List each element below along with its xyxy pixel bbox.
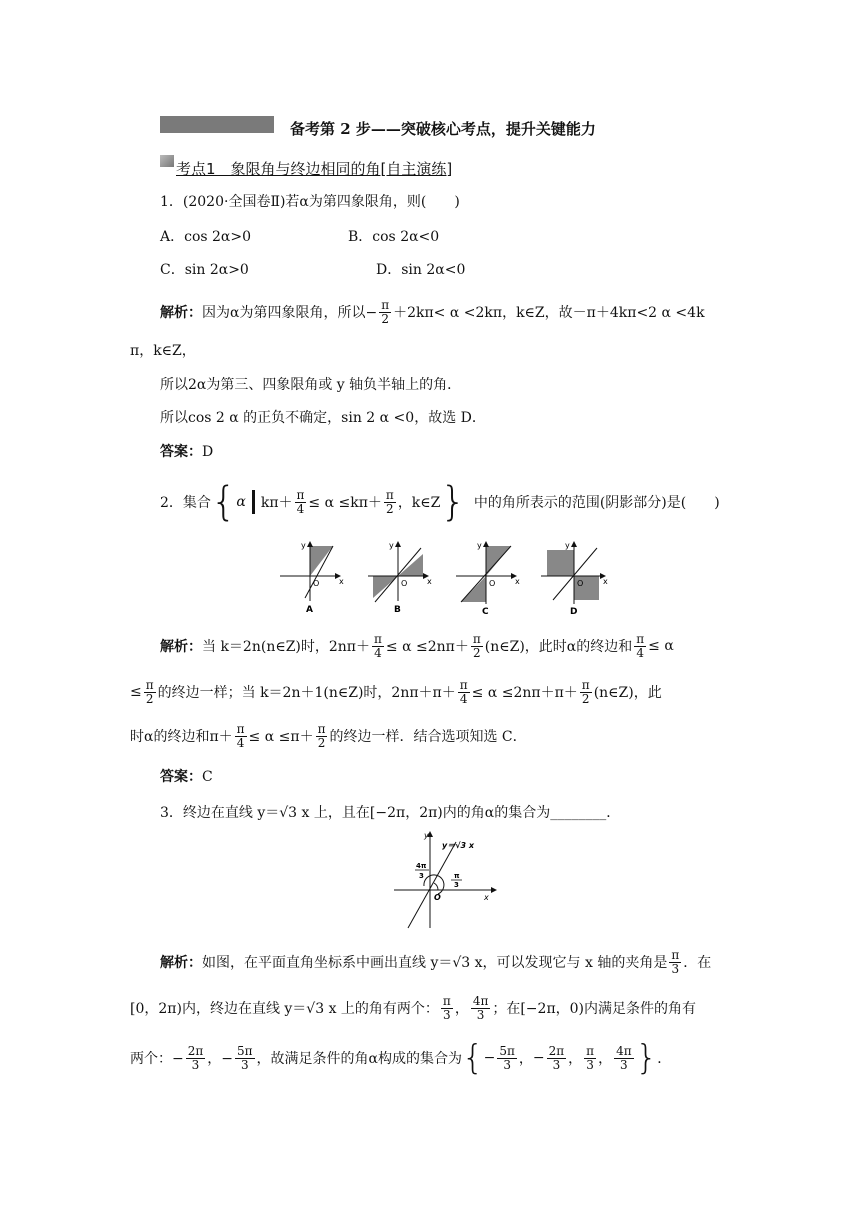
q1-solution-line3: 所以2α为第三、四象限角或 y 轴负半轴上的角． [160, 377, 462, 393]
fraction: $\frac{\pi}{2}$ [581, 677, 590, 706]
answer-label: 答案： [160, 444, 202, 460]
fraction: $\frac{5\pi}{3}$ [499, 1043, 515, 1072]
solution-label: 解析： [160, 955, 202, 971]
svg-text:D: D [570, 607, 578, 616]
svg-text:3: 3 [419, 872, 424, 880]
section-marker [160, 155, 174, 167]
svg-text:O: O [489, 579, 496, 588]
page-title: 备考第 2 步——突破核心考点，提升关键能力 [290, 120, 596, 138]
answer-value: D [202, 444, 214, 460]
q1-stem: 1．(2020·全国卷Ⅱ)若α为第四象限角，则( ) [160, 194, 460, 210]
svg-text:x: x [339, 577, 344, 586]
svg-text:O: O [577, 579, 584, 588]
fraction: $\frac{4\pi}{3}$ [616, 1043, 632, 1072]
solution-label: 解析： [160, 305, 202, 321]
fraction: $\frac{\pi}{4}$ [636, 631, 645, 660]
q1-option-a: A．cos 2α>0 [160, 229, 252, 245]
q2-solution-line1: 解析： 当 k＝2n(n∈Z)时，2nπ＋ $\frac{\pi}{4}$ ≤ α ≤2nπ＋ $\frac{\pi}{2}$ (n∈Z)，此时α的终边和 $\frac{\pi}{4}$ ≤ α [160, 631, 674, 660]
fraction: $\frac{5\pi}{3}$ [237, 1043, 253, 1072]
fraction: $\frac{\pi}{4}$ [459, 677, 468, 706]
q1-sol-text: 因为α为第四象限角，所以− [202, 305, 378, 321]
q3-stem: 3．终边在直线 y＝√3 x 上，且在[−2π，2π)内的角α的集合为________． [160, 805, 621, 821]
svg-text:y: y [389, 541, 394, 550]
svg-text:y: y [565, 541, 570, 550]
q1-solution-line2: π，k∈Z， [130, 343, 196, 359]
svg-text:y＝√3 x: y＝√3 x [442, 841, 475, 850]
fraction: $\frac{2\pi}{3}$ [187, 1043, 204, 1072]
svg-text:y: y [477, 541, 482, 550]
svg-text:C: C [482, 607, 489, 616]
figure-a [280, 541, 344, 615]
svg-text:x: x [484, 893, 489, 902]
solution-label: 解析： [160, 639, 202, 655]
svg-text:π: π [454, 872, 460, 880]
header-bar [160, 116, 274, 133]
q1-option-c: C．sin 2α>0 [160, 262, 249, 278]
svg-text:x: x [427, 577, 432, 586]
q2-answer [160, 766, 213, 786]
figure-b [368, 541, 432, 615]
section-title: 考点1 象限角与终边相同的角[自主演练] [176, 160, 453, 178]
q3-solution-line3: 两个：− $\frac{2\pi}{3}$ ，− $\frac{5\pi}{3}$ ，故满足条件的角α构成的集合为 { − $\frac{5\pi}{3}$ ， − $\frac{2\pi}{3}$ ， $\frac{\pi}{3}$ ， $\frac{4\pi}{3}$ } ． [130, 1038, 672, 1078]
q1-option-d: D．sin 2α<0 [376, 262, 466, 278]
q1-solution-line1 [160, 292, 705, 332]
q1-sol-text: ＋2kπ< α <2kπ，k∈Z，故－π＋4kπ<2 α <4k [393, 305, 705, 321]
fraction: $\frac{\pi}{2}$ [472, 631, 481, 660]
figure-d [541, 541, 608, 616]
svg-text:O: O [434, 893, 441, 902]
svg-text:y: y [301, 541, 306, 550]
q1-option-b: B．cos 2α<0 [348, 229, 440, 245]
fraction: $\frac{\pi}{3}$ [442, 993, 451, 1022]
fraction: $\frac{\pi}{2}$ [145, 677, 154, 706]
svg-text:x: x [515, 577, 520, 586]
q1-answer [160, 441, 213, 461]
svg-text:y: y [424, 831, 429, 840]
fraction: $\frac{\pi}{2}$ [381, 297, 390, 326]
fraction: $\frac{\pi}{4}$ [236, 721, 245, 750]
q2-stem: 2．集合 { α kπ＋ $\frac{\pi}{4}$ ≤ α ≤kπ＋ $\frac{\pi}{2}$ ，k∈Z } 中的角所表示的范围(阴影部分)是( ) [160, 479, 720, 525]
q1-solution-line4: 所以cos 2 α 的正负不确定，sin 2 α <0，故选 D． [160, 410, 486, 426]
q2-figures [275, 536, 615, 616]
fraction: $\frac{2\pi}{3}$ [548, 1043, 565, 1072]
q2-solution-line3: 时α的终边和π＋ $\frac{\pi}{4}$ ≤ α ≤π＋ $\frac{\pi}{2}$ 的终边一样．结合选项知选 C． [130, 721, 527, 750]
svg-text:O: O [401, 579, 408, 588]
answer-value: C [202, 769, 213, 785]
fraction: $\frac{\pi}{4}$ [374, 631, 382, 660]
q3-solution-line2: [0，2π)内，终边在直线 y＝√3 x 上的角有两个： $\frac{\pi}{3}$ ， $\frac{4\pi}{3}$ ；在[−2π，0)内满足条件的角有 [130, 993, 697, 1022]
q2-solution-line2: ≤ $\frac{\pi}{2}$ 的终边一样；当 k＝2n＋1(n∈Z)时，2nπ＋π＋ $\frac{\pi}{4}$ ≤ α ≤2nπ＋π＋ $\frac{\pi}{2}$ (n∈Z)，此 [130, 677, 662, 706]
svg-text:3: 3 [454, 881, 459, 889]
svg-text:A: A [306, 605, 313, 615]
fraction: $\frac{\pi}{2}$ [317, 721, 326, 750]
fraction: $\frac{\pi}{4}$ [296, 487, 305, 516]
q3-figure [388, 828, 500, 932]
svg-text:B: B [394, 605, 401, 615]
figure-c [456, 541, 520, 616]
set-divider [252, 490, 255, 514]
q3-solution-line1: 解析： 如图，在平面直角坐标系中画出直线 y＝√3 x，可以发现它与 x 轴的夹角是 $\frac{\pi}{3}$ ．在 [160, 947, 712, 976]
answer-label: 答案： [160, 769, 202, 785]
svg-text:x: x [603, 577, 608, 586]
svg-text:4π: 4π [416, 862, 427, 870]
svg-text:O: O [313, 579, 320, 588]
fraction: $\frac{\pi}{3}$ [586, 1043, 595, 1072]
fraction: $\frac{\pi}{3}$ [671, 947, 680, 976]
fraction: $\frac{\pi}{2}$ [385, 487, 394, 516]
fraction: $\frac{4\pi}{3}$ [472, 993, 489, 1022]
